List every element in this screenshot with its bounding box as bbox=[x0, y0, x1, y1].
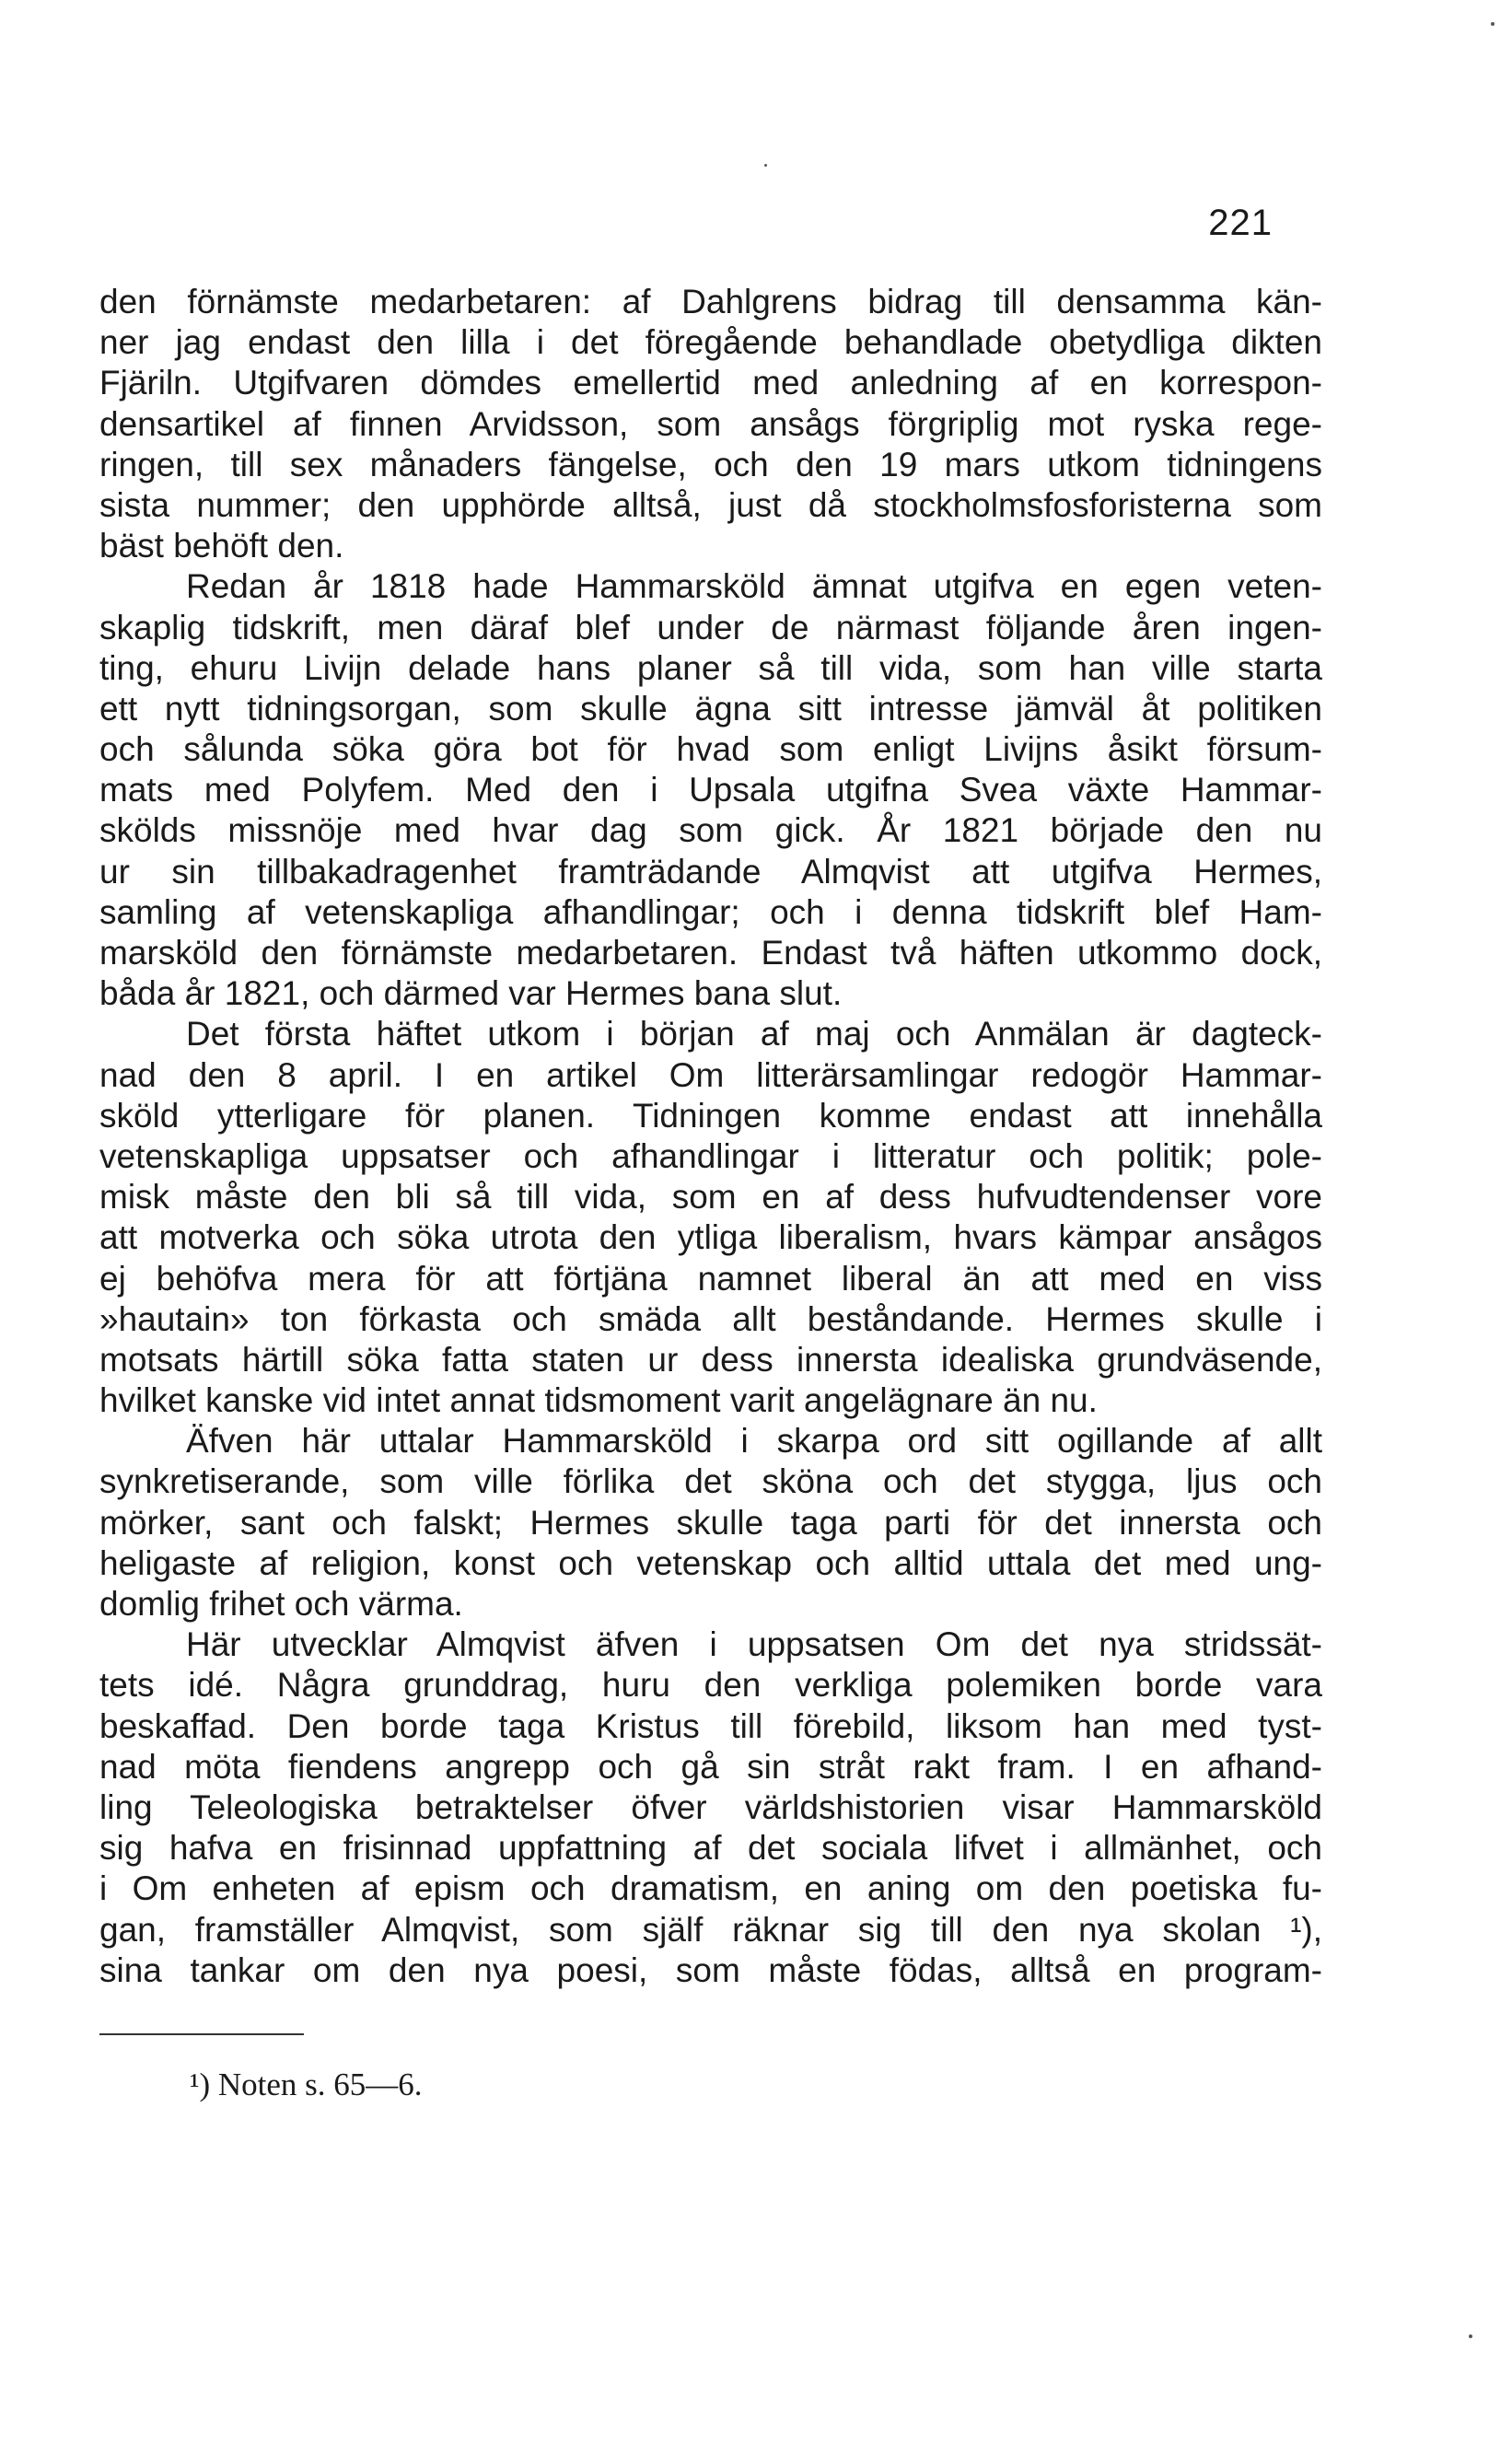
text-line: skaplig tidskrift, men däraf blef under de närmast följande åren ingen- bbox=[99, 608, 1322, 646]
text-line: sig hafva en frisinnad uppfattning af det sociala lifvet i allmänhet, och bbox=[99, 1829, 1322, 1868]
text-line: samling af vetenskapliga afhandlingar; och i denna tidskrift blef Ham- bbox=[99, 892, 1322, 931]
text-line: tets idé. Några grunddrag, huru den verkliga polemiken borde vara bbox=[99, 1666, 1322, 1705]
text-line: vetenskapliga uppsatser och afhandlingar i litteratur och politik; pole- bbox=[99, 1136, 1322, 1175]
text-line: nad den 8 april. I en artikel Om litterärsamlingar redogör Hammar- bbox=[99, 1055, 1322, 1094]
text-line: sina tankar om den nya poesi, som måste födas, alltså en program- bbox=[99, 1950, 1322, 1989]
text-line: densartikel af finnen Arvidsson, som ansågs förgriplig mot ryska rege- bbox=[99, 404, 1322, 443]
text-line: ner jag endast den lilla i det föregående behandlade obetydliga dikten bbox=[99, 323, 1322, 362]
text-line: ett nytt tidningsorgan, som skulle ägna sitt intresse jämväl åt politiken bbox=[99, 689, 1322, 728]
text-line: heligaste af religion, konst och vetenskap och alltid uttala det med ung- bbox=[99, 1543, 1322, 1582]
text-line: Fjäriln. Utgifvaren dömdes emellertid med anledning af en korrespon- bbox=[99, 364, 1322, 402]
text-line: skölds missnöje med hvar dag som gick. År 1821 började den nu bbox=[99, 811, 1322, 850]
text-line: och sålunda söka göra bot för hvad som enligt Livijns åsikt försum- bbox=[99, 730, 1322, 769]
text-line: ling Teleologiska betraktelser öfver världshistorien visar Hammarsköld bbox=[99, 1787, 1322, 1826]
text-line: misk måste den bli så till vida, som en af dess hufvudtendenser vore bbox=[99, 1178, 1322, 1217]
text-line: »hautain» ton förkasta och smäda allt beståndande. Hermes skulle i bbox=[99, 1299, 1322, 1338]
text-line: i Om enheten af epism och dramatism, en aning om den poetiska fu- bbox=[99, 1869, 1322, 1908]
footnote-divider bbox=[99, 2033, 304, 2035]
paragraph-start-line: Det första häftet utkom i början af maj och Anmälan är dagteck- bbox=[186, 1015, 1322, 1054]
page-number: 221 bbox=[1208, 203, 1273, 243]
text-line: ur sin tillbakadragenhet framträdande Almqvist att utgifva Hermes, bbox=[99, 852, 1322, 891]
text-line: beskaffad. Den borde taga Kristus till förebild, liksom han med tyst- bbox=[99, 1706, 1322, 1745]
text-line: hvilket kanske vid intet annat tidsmoment varit angelägnare än nu. bbox=[99, 1381, 1098, 1420]
scan-speck bbox=[1491, 22, 1495, 26]
text-line: motsats härtill söka fatta staten ur dess innersta idealiska grundväsende, bbox=[99, 1340, 1322, 1379]
scan-speck bbox=[764, 164, 767, 167]
text-line: gan, framställer Almqvist, som själf räknar sig till den nya skolan ¹), bbox=[99, 1910, 1322, 1949]
scan-speck bbox=[1469, 2334, 1472, 2338]
paragraph-start-line: Redan år 1818 hade Hammarsköld ämnat utgifva en egen veten- bbox=[186, 567, 1322, 606]
body-text bbox=[99, 282, 1322, 1991]
text-line: mats med Polyfem. Med den i Upsala utgifna Svea växte Hammar- bbox=[99, 771, 1322, 809]
text-line: ting, ehuru Livijn delade hans planer så till vida, som han ville starta bbox=[99, 648, 1322, 687]
text-line: sköld ytterligare för planen. Tidningen komme endast att innehålla bbox=[99, 1096, 1322, 1135]
paragraph-start-line: Här utvecklar Almqvist äfven i uppsatsen Om det nya stridssät- bbox=[186, 1625, 1322, 1664]
text-line: ringen, till sex månaders fängelse, och den 19 mars utkom tidningens bbox=[99, 445, 1322, 483]
text-line: synkretiserande, som ville förlika det sköna och det stygga, ljus och bbox=[99, 1462, 1322, 1501]
text-line: den förnämste medarbetaren: af Dahlgrens bidrag till densamma kän- bbox=[99, 283, 1322, 320]
text-line: sista nummer; den upphörde alltså, just då stockholmsfosforisterna som bbox=[99, 485, 1322, 524]
text-line: nad möta fiendens angrepp och gå sin stråt rakt fram. I en afhand- bbox=[99, 1747, 1322, 1786]
footnote: ¹) Noten s. 65—6. bbox=[190, 2067, 423, 2102]
text-line: båda år 1821, och därmed var Hermes bana slut. bbox=[99, 974, 843, 1013]
text-line: bäst behöft den. bbox=[99, 527, 344, 565]
paragraph-start-line: Äfven här uttalar Hammarsköld i skarpa ord sitt ogillande af allt bbox=[186, 1422, 1322, 1461]
text-line: ej behöfva mera för att förtjäna namnet liberal än att med en viss bbox=[99, 1259, 1322, 1298]
text-line: mörker, sant och falskt; Hermes skulle taga parti för det innersta och bbox=[99, 1503, 1322, 1542]
text-line: marsköld den förnämste medarbetaren. Endast två häften utkommo dock, bbox=[99, 934, 1322, 972]
text-line: domlig frihet och värma. bbox=[99, 1585, 463, 1623]
text-line: att motverka och söka utrota den ytliga liberalism, hvars kämpar ansågos bbox=[99, 1218, 1322, 1257]
